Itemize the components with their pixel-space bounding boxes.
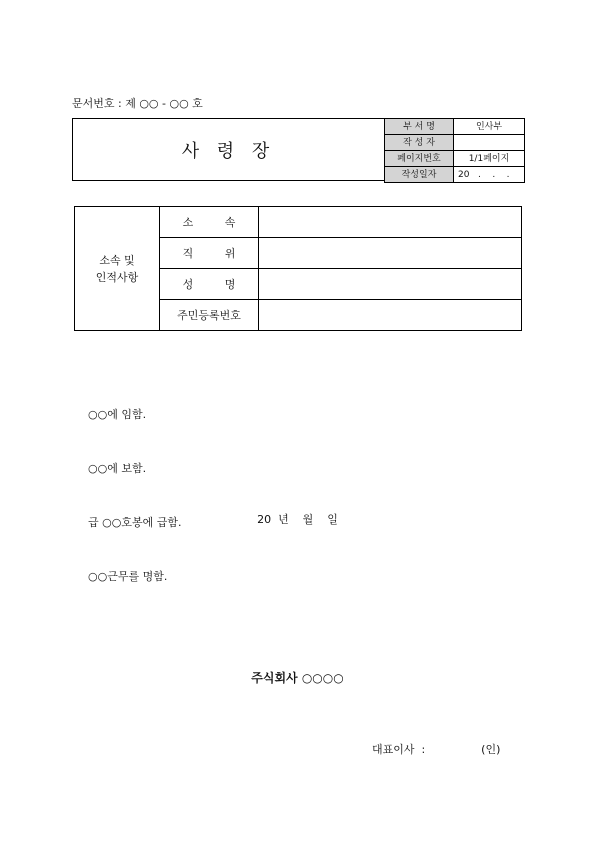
info-label: 작 성 자	[385, 135, 454, 151]
field-value-affiliation[interactable]	[259, 207, 522, 238]
info-row-author	[385, 135, 525, 151]
info-row-department	[385, 119, 525, 135]
order-list	[88, 370, 181, 604]
info-value: 20 . . .	[454, 167, 525, 183]
order-item: 급 ○○호봉에 급함.	[88, 516, 182, 529]
field-value-name[interactable]	[259, 269, 522, 300]
field-value-position[interactable]	[259, 238, 522, 269]
info-row-page	[385, 151, 525, 167]
table-row	[75, 207, 522, 238]
company-name: 주식회사 ○○○○	[251, 671, 344, 685]
order-item: ○○근무를 명함.	[88, 570, 168, 583]
field-label-name: 성 명	[160, 269, 259, 300]
info-label: 작성일자	[385, 167, 454, 183]
info-value	[454, 135, 525, 151]
group-label-line: 인적사항	[95, 270, 139, 284]
field-label-position: 직 위	[160, 238, 259, 269]
info-value: 1/1페이지	[454, 151, 525, 167]
document-info-table	[384, 118, 525, 183]
group-label-line: 소속 및	[99, 253, 135, 267]
group-label	[75, 207, 160, 331]
issue-date: 20 년 월 일	[257, 513, 338, 526]
personal-info-table	[74, 206, 522, 331]
info-value: 인사부	[454, 119, 525, 135]
order-item: ○○에 보함.	[88, 462, 147, 475]
field-value-resident-number[interactable]	[259, 300, 522, 331]
info-label: 페이지번호	[385, 151, 454, 167]
info-row-date	[385, 167, 525, 183]
order-item: ○○에 임함.	[88, 408, 147, 421]
ceo-signature-line: 대표이사 : (인)	[372, 743, 501, 756]
field-label-resident-number: 주민등록번호	[160, 300, 259, 331]
page-title: 사 령 장	[181, 140, 276, 162]
info-label: 부 서 명	[385, 119, 454, 135]
document-number: 문서번호 : 제 ○○ - ○○ 호	[72, 97, 203, 110]
title-box	[72, 118, 385, 181]
field-label-affiliation: 소 속	[160, 207, 259, 238]
